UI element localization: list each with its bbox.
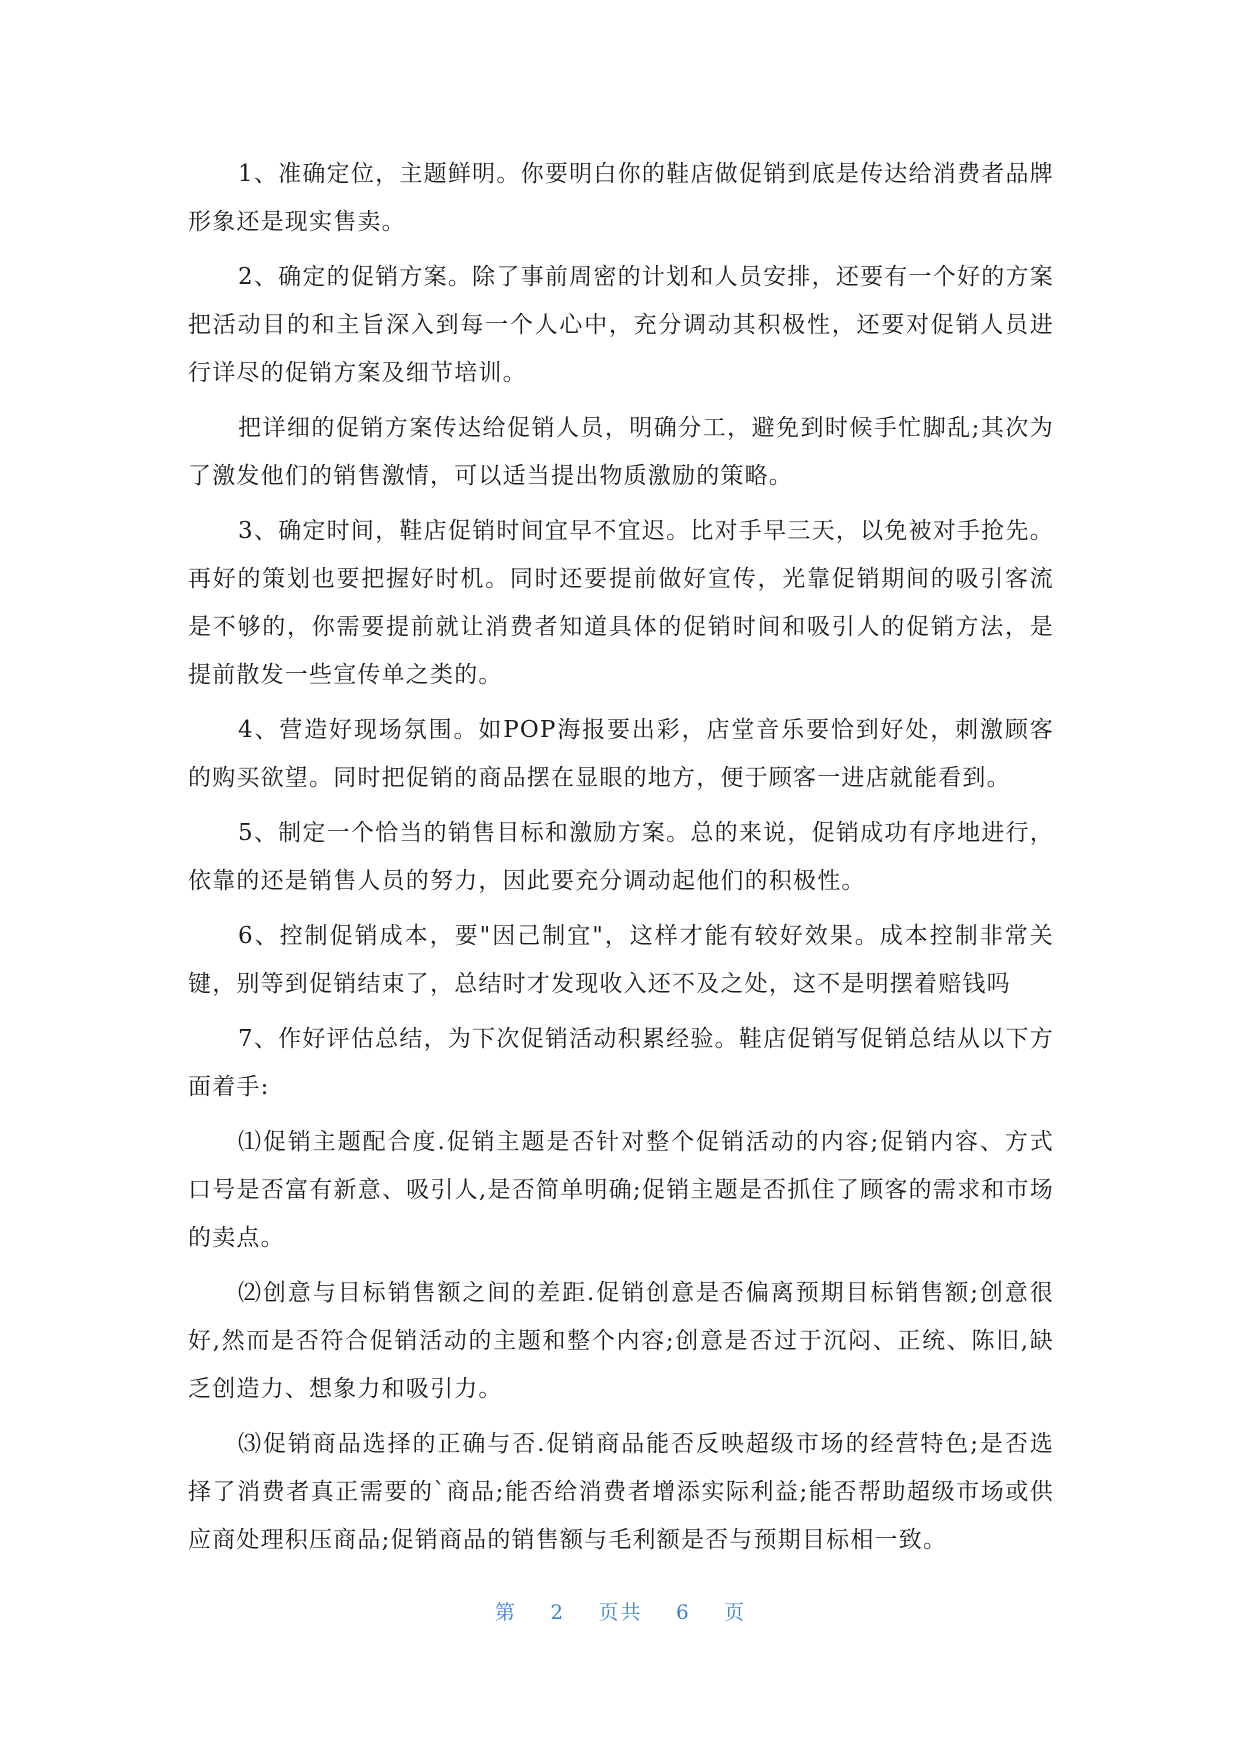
paragraph-9: ⑴促销主题配合度.促销主题是否针对整个促销活动的内容;促销内容、方式口号是否富有新意、吸引人,是否简单明确;促销主题是否抓住了顾客的需求和市场的卖点。 — [188, 1129, 1054, 1251]
paragraph-8: 7、作好评估总结，为下次促销活动积累经验。鞋店促销写促销总结从以下方面着手: — [188, 1026, 1054, 1100]
page-footer — [0, 1596, 1241, 1625]
paragraph-4: 3、确定时间，鞋店促销时间宜早不宜迟。比对手早三天，以免被对手抢先。再好的策划也要把握好时机。同时还要提前做好宣传，光靠促销期间的吸引客流是不够的，你需要提前就让消费者知道具体的促销时间和吸引人的促销方法，是提前散发一些宣传单之类的。 — [188, 518, 1054, 688]
paragraph-10: ⑵创意与目标销售额之间的差距.促销创意是否偏离预期目标销售额;创意很好,然而是否符合促销活动的主题和整个内容;创意是否过于沉闷、正统、陈旧,缺乏创造力、想象力和吸引力。 — [188, 1280, 1054, 1402]
paragraph-7: 6、控制促销成本，要"因己制宜"，这样才能有较好效果。成本控制非常关键，别等到促销结束了，总结时才发现收入还不及之处，这不是明摆着赔钱吗 — [188, 923, 1054, 997]
footer-prefix: 第 — [494, 1600, 517, 1624]
footer-middle: 页共 — [598, 1600, 643, 1624]
paragraph-2: 2、确定的促销方案。除了事前周密的计划和人员安排，还要有一个好的方案把活动目的和主旨深入到每一个人心中，充分调动其积极性，还要对促销人员进行详尽的促销方案及细节培训。 — [188, 264, 1054, 386]
paragraph-11: ⑶促销商品选择的正确与否.促销商品能否反映超级市场的经营特色;是否选择了消费者真正需要的`商品;能否给消费者增添实际利益;能否帮助超级市场或供应商处理积压商品;促销商品的销售额与毛利额是否与预期目标相一致。 — [188, 1431, 1054, 1553]
document-body — [188, 150, 1054, 1571]
footer-current-page: 2 — [550, 1600, 566, 1624]
paragraph-5: 4、营造好现场氛围。如POP海报要出彩，店堂音乐要恰到好处，刺激顾客的购买欲望。同时把促销的商品摆在显眼的地方，便于顾客一进店就能看到。 — [188, 717, 1054, 791]
paragraph-3: 把详细的促销方案传达给促销人员，明确分工，避免到时候手忙脚乱;其次为了激发他们的销售激情，可以适当提出物质激励的策略。 — [188, 415, 1054, 489]
footer-suffix: 页 — [724, 1600, 747, 1624]
paragraph-1: 1、准确定位，主题鲜明。你要明白你的鞋店做促销到底是传达给消费者品牌形象还是现实售卖。 — [188, 161, 1054, 235]
footer-total-pages: 6 — [675, 1600, 691, 1624]
paragraph-6: 5、制定一个恰当的销售目标和激励方案。总的来说，促销成功有序地进行，依靠的还是销售人员的努力，因此要充分调动起他们的积极性。 — [188, 820, 1054, 894]
